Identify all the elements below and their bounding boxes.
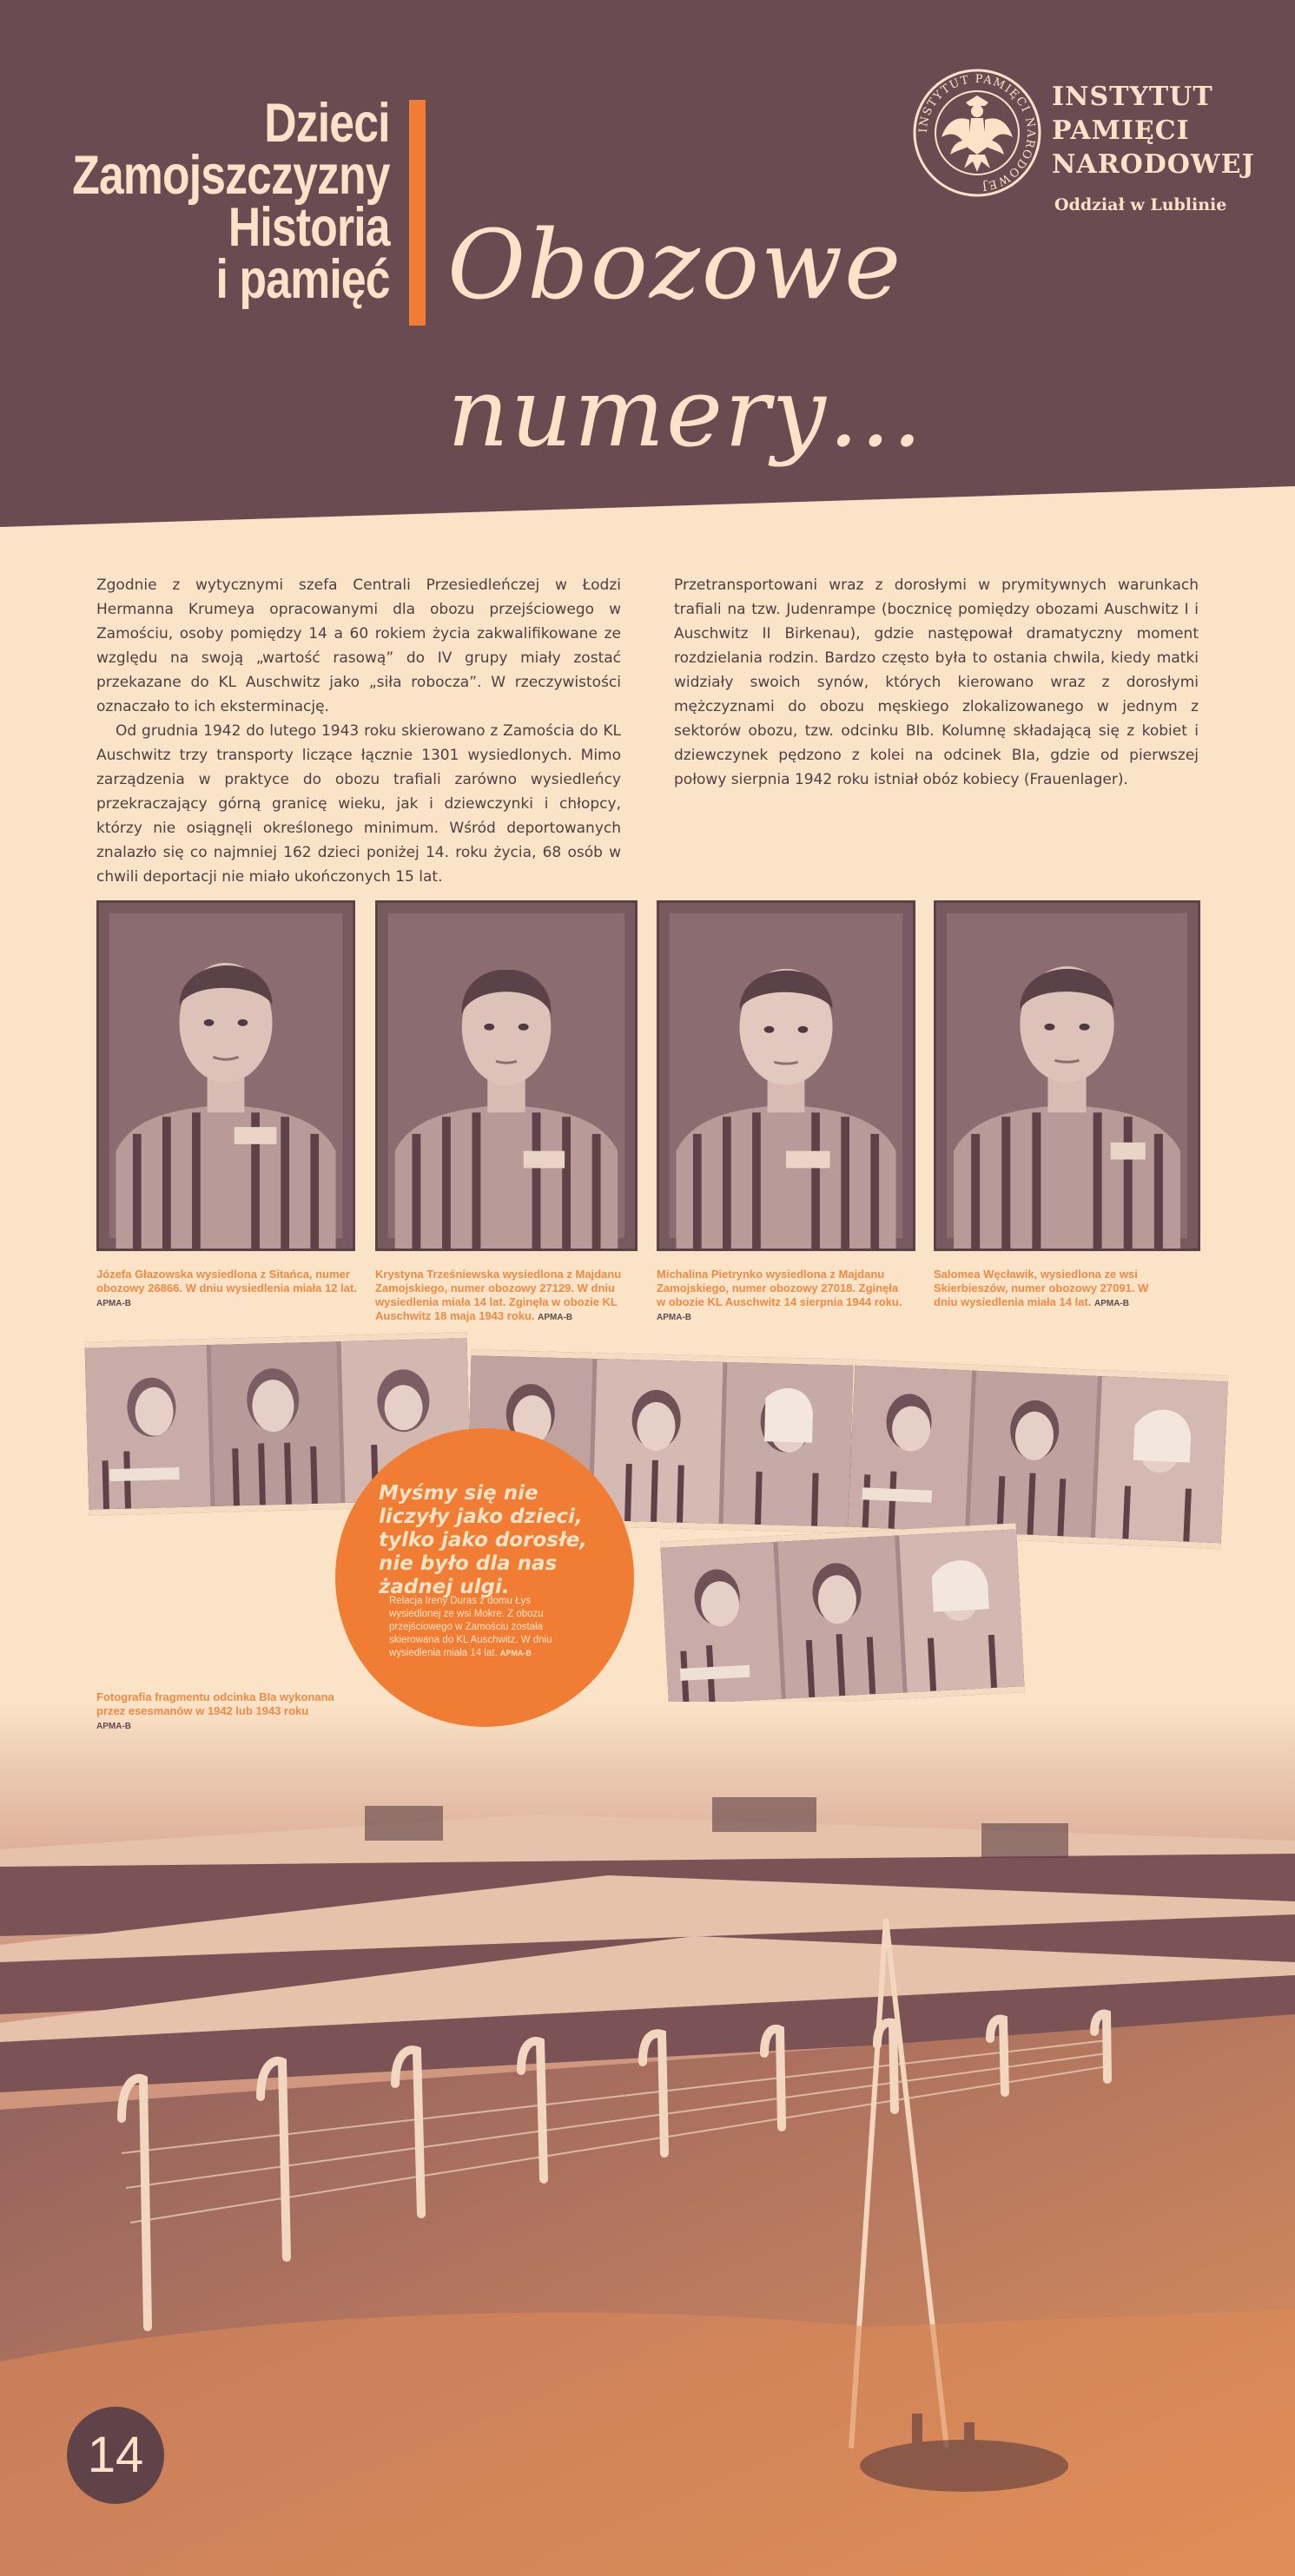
caption-source: APMA-B xyxy=(96,1722,131,1731)
caption-source: APMA-B xyxy=(96,1299,131,1308)
main-title-line: Obozowe xyxy=(447,209,903,320)
institution-name xyxy=(1052,80,1255,181)
quote-circle xyxy=(335,1428,634,1727)
body-text-left xyxy=(96,573,621,889)
strip-caption xyxy=(96,1690,357,1734)
institution-name-line: INSTYTUT xyxy=(1052,82,1213,112)
caption-text: Michalina Pietrynko wysiedlona z Majdanu Zamojskiego, numer obozowy 27018. Zginęła w obozie KL Auschwitz 14 sierpnia 1944 roku. xyxy=(657,1268,902,1308)
series-title-line: i pamięć xyxy=(215,249,390,310)
portrait-photo xyxy=(375,900,638,1251)
photo-strip xyxy=(848,1360,1228,1550)
series-title-line: Historia xyxy=(228,197,390,258)
main-title xyxy=(447,209,925,486)
page-number-badge: 14 xyxy=(67,2407,164,2504)
eagle-seal-icon xyxy=(912,68,1042,198)
paragraph: Od grudnia 1942 do lutego 1943 roku skierowano z Zamościa do KL Auschwitz trzy transporty liczące łącznie 1301 wysiedlonych. Mimo zarządzenia w praktyce do obozu trafiali zarówno wysiedleńcy przekraczający górną granicę wieku, jak i dziewczynki i chłopcy, którzy nie osiągnęli określonego minimum. Wśród deportowanych znalazło się co najmniej 162 dzieci poniżej 14. roku życia, 68 osób w chwili deportacji nie miało ukończonych 15 lat. xyxy=(96,722,621,886)
portrait-caption xyxy=(96,1268,362,1311)
portrait-photo xyxy=(657,900,915,1251)
portrait-caption xyxy=(375,1268,627,1325)
photo-strip xyxy=(660,1523,1025,1710)
main-title-line: numery… xyxy=(447,357,925,468)
portrait-photo xyxy=(934,900,1200,1251)
caption-source: APMA-B xyxy=(538,1313,573,1322)
caption-text: Fotografia fragmentu odcinka BIa wykonana przez esesmanów w 1942 lub 1943 roku xyxy=(96,1690,334,1717)
paragraph: Przetransportowani wraz z dorosłymi w prymitywnych warunkach trafiali na tzw. Judenrampe (bocznicę pomiędzy obozami Auschwitz I i Auschwitz II Birkenau), gdzie następował dramatyczny moment rozdzielania rodzin. Bardzo często była to ostania chwila, kiedy matki widziały swoich synów, których kierowano wraz z dorosłymi mężczyznami do obozu męskiego zlokalizowanego w jednym z sektorów obozu, tzw. odcinku BIb. Kolumnę składającą się z kobiet i dziewczynek pędzono z kolei na odcinek BIa, gdzie od pierwszej połowy sierpnia 1942 roku istniał obóz kobiecy (Frauenlager). xyxy=(674,576,1199,788)
institution-branch: Oddział w Lublinie xyxy=(1054,195,1227,214)
quote-text: Myśmy się nie liczyły jako dzieci, tylko jako dorosłe, nie było dla nas żadnej ulgi. xyxy=(379,1482,587,1598)
quote-source-ref: APMA-B xyxy=(499,1649,532,1657)
portrait-photo xyxy=(96,900,355,1251)
caption-source: APMA-B xyxy=(657,1313,691,1322)
quote-source xyxy=(389,1595,580,1660)
title-accent-bar xyxy=(409,100,426,326)
caption-text: Krystyna Trześniewska wysiedlona z Majdanu Zamojskiego, numer obozowy 27129. W dniu wysiedlenia miała 14 lat. Zginęła w obozie KL Auschwitz 18 maja 1943 roku. xyxy=(375,1268,622,1322)
caption-text: Józefa Głazowska wysiedlona z Sitańca, numer obozowy 26866. W dniu wysiedlenia miała 12 lat. xyxy=(96,1268,357,1295)
series-title-line: Dzieci xyxy=(264,93,390,154)
caption-source: APMA-B xyxy=(1093,1299,1129,1308)
series-title xyxy=(72,93,390,310)
camp-photograph xyxy=(0,1702,1295,2576)
institution-name-line: NARODOWEJ xyxy=(1052,149,1255,180)
portrait-caption xyxy=(657,1268,908,1325)
caption-text: Salomea Węcławik, wysiedlona ze wsi Skierbieszów, numer obozowy 27091. W dniu wysiedlenia miała 14 lat. xyxy=(934,1268,1149,1308)
institution-name-line: PAMIĘCI xyxy=(1052,115,1190,146)
seal-text: INSTYTUT PAMIĘCI NARODOWEJ xyxy=(916,72,1038,193)
body-text-right xyxy=(674,573,1199,792)
quote-source-text: Relacja Ireny Duras z domu Łys wysiedlonej ze wsi Mokre. Z obozu przejściowego w Zamościu została skierowana do KL Auschwitz. W dniu wysiedlenia miała 14 lat. xyxy=(389,1596,552,1658)
paragraph: Zgodnie z wytycznymi szefa Centrali Przesiedleńczej w Łodzi Hermanna Krumeya opracowanymi dla obozu przejściowego w Zamościu, osoby pomiędzy 14 a 60 rokiem życia zakwalifikowane ze względu na swoją „wartość rasową” do IV grupy miały zostać przekazane do KL Auschwitz jako „siła robocza”. W rzeczywistości oznaczało to ich eksterminację. xyxy=(96,576,621,715)
portrait-caption xyxy=(934,1268,1164,1311)
series-title-line: Zamojszczyzny xyxy=(72,145,390,206)
